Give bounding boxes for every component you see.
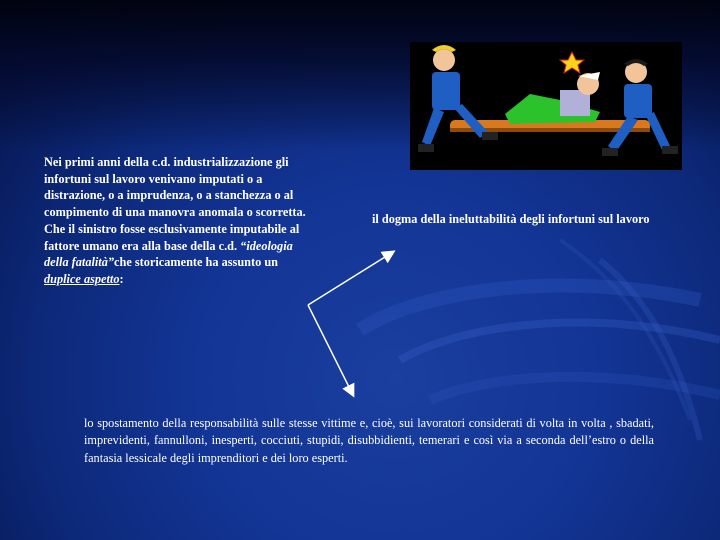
dogma-text: il dogma della ineluttabilità degli infortuni sul lavoro xyxy=(372,212,650,226)
intro-text: Nei primi anni della c.d. industrializzazione gli infortuni sul lavoro venivano imputati o a distrazione, o a imprudenza, o a stanchezza o al compimento di una manovra anomala o scorretta. xyxy=(44,155,306,220)
dual-aspect-link: duplice aspetto xyxy=(44,271,120,286)
ideology-mid: che storicamente ha assunto un xyxy=(114,255,278,270)
ideology-end: : xyxy=(119,271,124,286)
ideology-text: Che il sinistro fosse esclusivamente imputabile al fattore umano era alla base della c.d. xyxy=(44,221,300,253)
stretcher-rescue-illustration xyxy=(410,42,682,170)
ideology-quote: “ideologia della fatalità” xyxy=(44,238,293,270)
responsibility-shift-text: lo spostamento della responsabilità sulle stesse vittime e, cioè, sui lavoratori considerati di volta in volta , sbadati, imprevidenti, fannulloni, inesperti, cocciuti, stupidi, disubbidienti, temerari e così via a seconda dell’estro o della fantasia lessicale degli imprenditori e dei loro esperti. xyxy=(84,416,654,465)
left-text-block xyxy=(44,154,316,288)
